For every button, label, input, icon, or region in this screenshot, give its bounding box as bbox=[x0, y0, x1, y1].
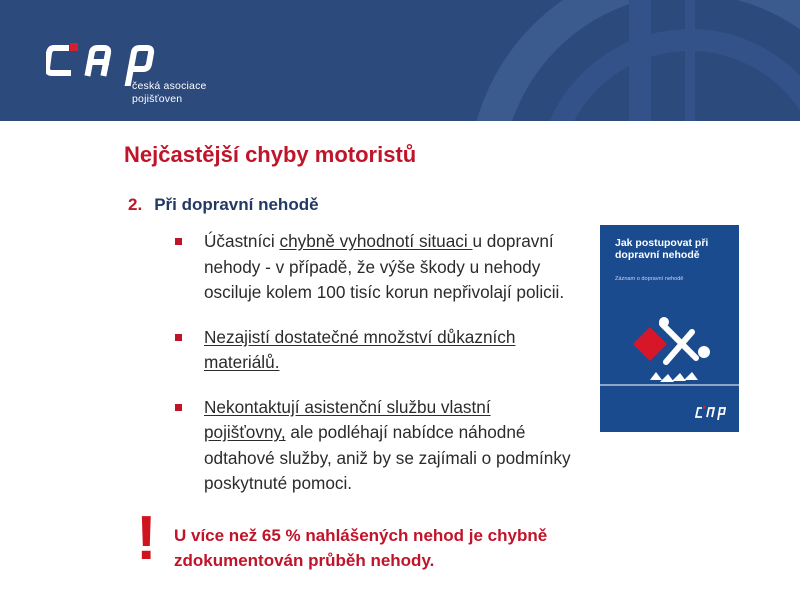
brochure-subtitle: Záznam o dopravní nehodě bbox=[615, 276, 684, 282]
bullet-list bbox=[175, 229, 575, 497]
bullet-text-underlined: chybně vyhodnotí situaci bbox=[279, 231, 473, 251]
bullet-square-icon bbox=[175, 238, 182, 245]
logo-wordmark bbox=[132, 80, 207, 106]
bullet-square-icon bbox=[175, 404, 182, 411]
header-banner bbox=[0, 0, 800, 121]
warning-text: U více než 65 % nahlášených nehod je chybně zdokumentován průběh nehody. bbox=[174, 526, 548, 570]
bullet-item bbox=[175, 395, 575, 497]
bullet-text-pre: Účastníci bbox=[204, 231, 280, 251]
brochure-title: Jak postupovat při dopravní nehodě bbox=[615, 237, 709, 261]
section-number: 2. bbox=[128, 195, 143, 214]
bullet-item bbox=[175, 325, 575, 376]
bullet-text-post: u dopravní nehody - v případě, že výše škody u nehody osciluje kolem 100 tisíc korun nepřivolají policii. bbox=[204, 231, 565, 302]
bullet-square-icon bbox=[175, 334, 182, 341]
cap-small-logo-icon bbox=[695, 405, 731, 421]
bullet-text-post: ale podléhají nabídce náhodné odtahové služby, aniž by se zajímali o podmínky poskytnuté pomoci. bbox=[204, 422, 571, 493]
bullet-text-underlined: Nekontaktují asistenční službu vlastní pojišťovny, bbox=[204, 396, 491, 442]
brochure-cover-image bbox=[600, 225, 739, 432]
section-heading-text: Při dopravní nehodě bbox=[154, 195, 319, 214]
logo-line-1: česká asociace bbox=[132, 80, 207, 92]
section-heading bbox=[128, 195, 319, 215]
logo-line-2: pojišťoven bbox=[132, 93, 183, 105]
bullet-item bbox=[175, 229, 575, 306]
warning-exclamation-icon: ! bbox=[136, 504, 157, 573]
bullet-text-underlined: Nezajistí dostatečné množství důkazních materiálů. bbox=[204, 326, 516, 372]
slide-title: Nejčastější chyby motoristů bbox=[124, 142, 417, 167]
car-crash-icon bbox=[600, 310, 739, 390]
